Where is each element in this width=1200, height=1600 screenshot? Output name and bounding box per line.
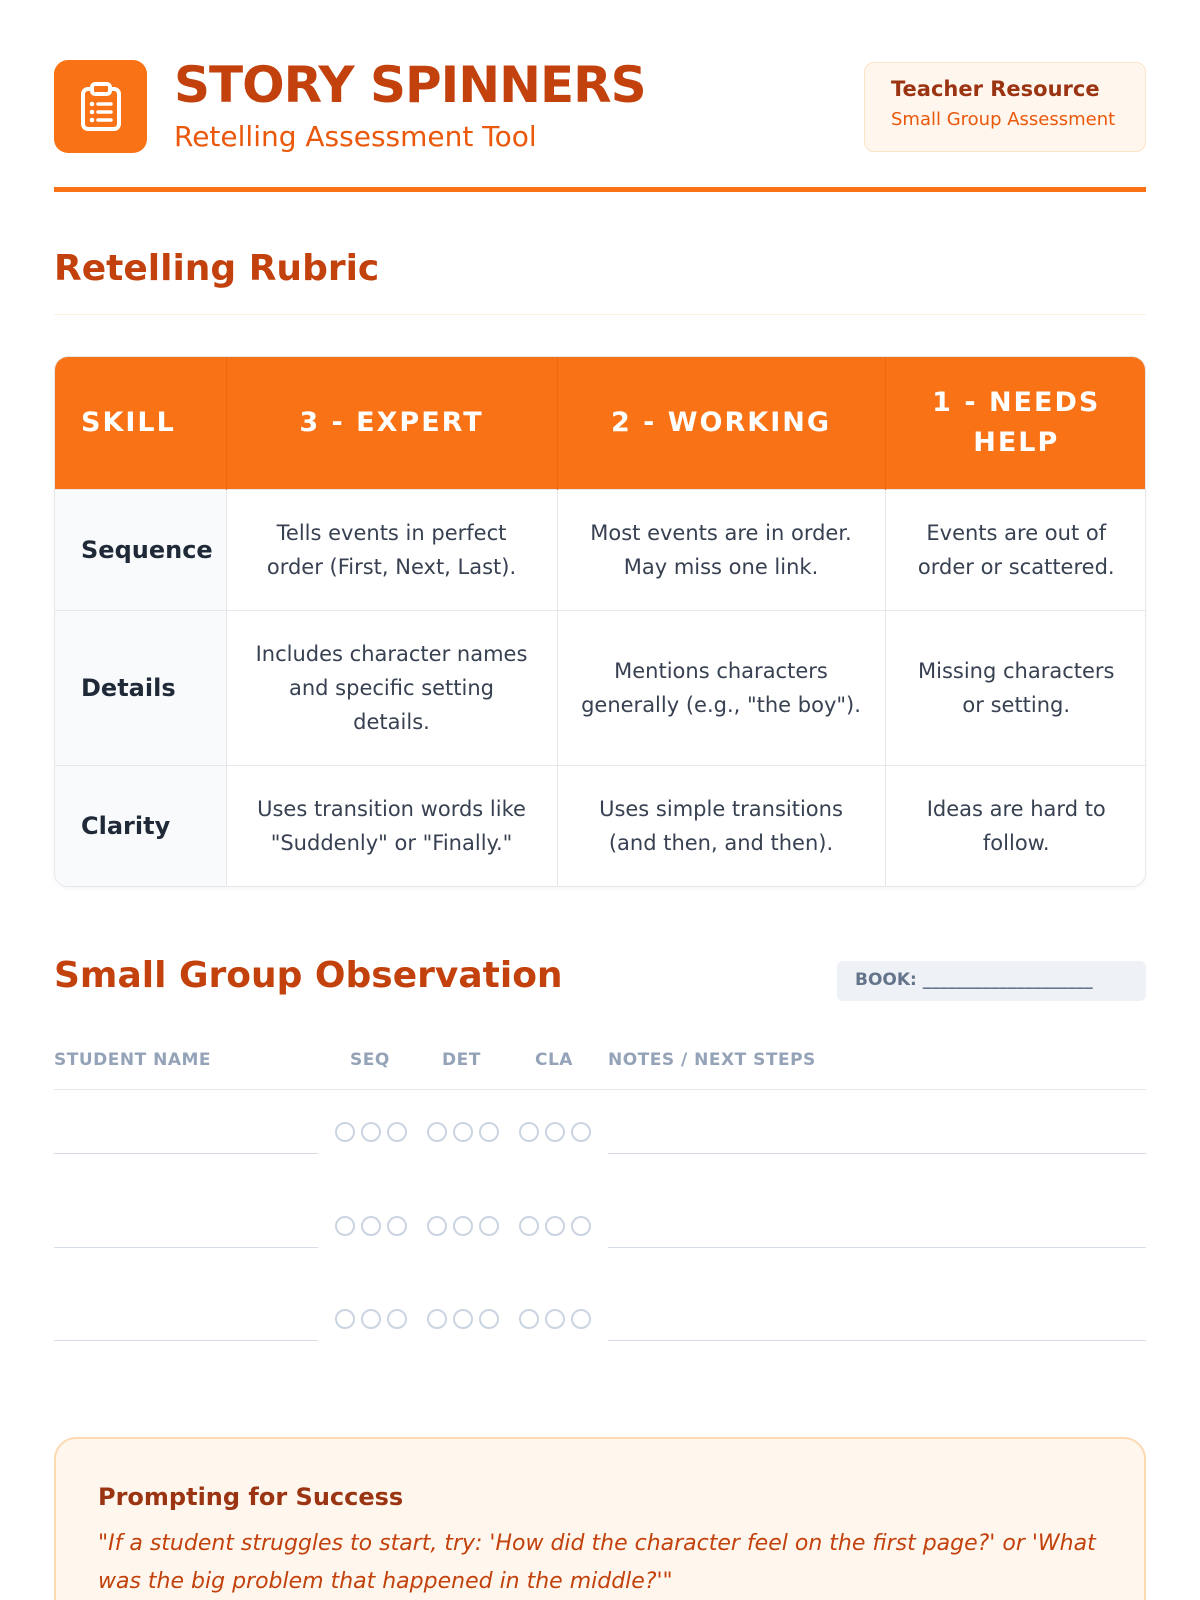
rubric-title: Retelling Rubric [54,248,380,289]
rating-circle[interactable] [335,1122,355,1142]
rating-circle[interactable] [361,1216,381,1236]
rating-circle[interactable] [571,1122,591,1142]
rating-circle[interactable] [427,1309,447,1329]
rating-group [519,1216,591,1236]
logo [54,60,147,153]
expert-cell: Uses transition words like "Suddenly" or "Finally." [226,765,557,886]
student-row [54,1302,1146,1342]
column-header-expert: 3 - EXPERT [226,357,557,489]
header-seq: SEQ [350,1050,390,1070]
needs-help-cell: Events are out of order or scattered. [885,489,1146,610]
rating-circle[interactable] [571,1309,591,1329]
rating-circle[interactable] [387,1309,407,1329]
header-det: DET [442,1050,481,1070]
skill-label: Details [55,610,226,765]
rubric-table [54,356,1146,887]
rating-circle[interactable] [479,1309,499,1329]
expert-cell: Tells events in perfect order (First, Next, Last). [226,489,557,610]
rating-group [335,1309,407,1329]
skill-label: Sequence [55,489,226,610]
header-student-name: STUDENT NAME [54,1050,212,1070]
badge-subtitle: Small Group Assessment [891,109,1116,130]
book-field[interactable]: BOOK: ____________________ [837,961,1146,1001]
rating-circle[interactable] [387,1216,407,1236]
clipboard-icon [79,82,123,132]
rating-circle[interactable] [361,1122,381,1142]
rating-circle[interactable] [519,1216,539,1236]
notes-field[interactable] [608,1153,1146,1154]
badge-title: Teacher Resource [891,77,1100,101]
rating-circle[interactable] [453,1122,473,1142]
rating-circle[interactable] [453,1309,473,1329]
rating-circle[interactable] [427,1216,447,1236]
column-header-working: 2 - WORKING [557,357,885,489]
header-divider [54,187,1146,192]
working-cell: Mentions characters generally (e.g., "the boy"). [557,610,885,765]
working-cell: Most events are in order. May miss one link. [557,489,885,610]
notes-field[interactable] [608,1340,1146,1341]
rubric-row-clarity [55,765,1146,886]
header-cla: CLA [535,1050,573,1070]
tip-text: "If a student struggles to start, try: 'How did the character feel on the first page?' or 'What was the big problem that happened in the middle?'" [98,1531,1096,1594]
student-row [54,1209,1146,1249]
expert-cell: Includes character names and specific setting details. [226,610,557,765]
rating-circle[interactable] [479,1122,499,1142]
notes-field[interactable] [608,1247,1146,1248]
student-name-field[interactable] [54,1153,318,1154]
rating-group [427,1216,499,1236]
tip-title: Prompting for Success [98,1483,404,1511]
header [54,56,1146,156]
rubric-header-row [55,357,1146,489]
section-divider [54,314,1146,315]
rating-group [335,1216,407,1236]
needs-help-cell: Missing characters or setting. [885,610,1146,765]
rating-circle[interactable] [545,1216,565,1236]
rating-circle[interactable] [335,1309,355,1329]
rating-circle[interactable] [545,1122,565,1142]
observation-header [54,1050,1146,1090]
skill-label: Clarity [55,765,226,886]
rating-circle[interactable] [453,1216,473,1236]
rating-group [335,1122,407,1142]
app-title: STORY SPINNERS [174,56,646,114]
rating-circle[interactable] [479,1216,499,1236]
observation-title: Small Group Observation [54,955,563,996]
working-cell: Uses simple transitions (and then, and then). [557,765,885,886]
rating-circle[interactable] [361,1309,381,1329]
rating-circle[interactable] [571,1216,591,1236]
rating-circle[interactable] [519,1309,539,1329]
app-subtitle: Retelling Assessment Tool [174,120,537,153]
needs-help-cell: Ideas are hard to follow. [885,765,1146,886]
tip-box [54,1437,1146,1600]
rating-circle[interactable] [335,1216,355,1236]
teacher-resource-badge [864,62,1146,152]
rating-circle[interactable] [519,1122,539,1142]
page [54,0,1146,1600]
column-header-needs-help: 1 - NEEDS HELP [885,357,1146,489]
student-name-field[interactable] [54,1340,318,1341]
rating-group [519,1122,591,1142]
rating-group [427,1309,499,1329]
rating-group [519,1309,591,1329]
rating-group [427,1122,499,1142]
header-notes: NOTES / NEXT STEPS [608,1050,816,1070]
rating-circle[interactable] [427,1122,447,1142]
column-header-skill: SKILL [55,357,226,489]
rating-circle[interactable] [387,1122,407,1142]
student-row [54,1115,1146,1155]
rating-circle[interactable] [545,1309,565,1329]
rubric-row-details [55,610,1146,765]
rubric-row-sequence [55,489,1146,610]
student-name-field[interactable] [54,1247,318,1248]
